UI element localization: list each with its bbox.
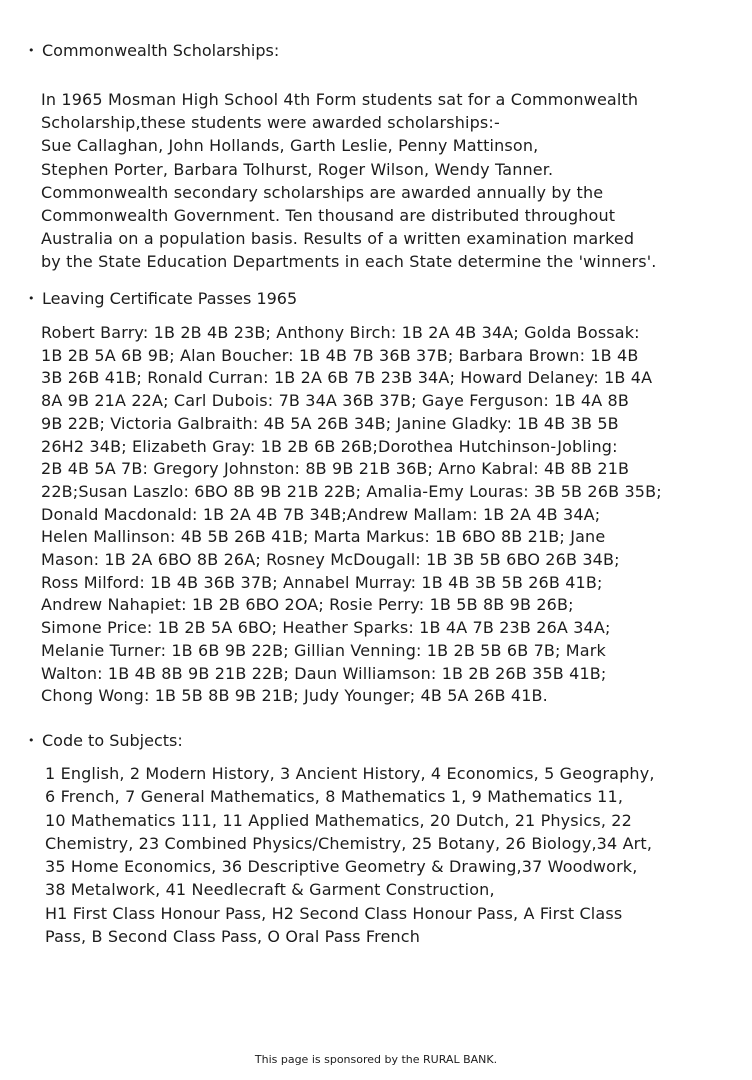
section-body (45, 762, 655, 948)
text-line: Sue Callaghan, John Hollands, Garth Leslie, Penny Mattinson, (41, 136, 539, 156)
text-line: Chong Wong: 1B 5B 8B 9B 21B; Judy Younger; 4B 5A 26B 41B. (41, 686, 548, 706)
sponsor-footer: This page is sponsored by the RURAL BANK. (254, 1053, 498, 1066)
text-line: by the State Education Departments in each State determine the 'winners'. (41, 252, 657, 272)
heading-text: Code to Subjects: (42, 731, 183, 750)
text-line: Helen Mallinson: 4B 5B 26B 41B; Marta Markus: 1B 6BO 8B 21B; Jane (41, 527, 606, 547)
text-line: Pass, B Second Class Pass, O Oral Pass French (45, 927, 420, 947)
text-line: 38 Metalwork, 41 Needlecraft & Garment Construction, (45, 880, 495, 900)
bullet-icon: • (28, 734, 35, 747)
text-line: 2B 4B 5A 7B: Gregory Johnston: 8B 9B 21B 36B; Arno Kabral: 4B 8B 21B (41, 459, 630, 479)
section-heading (28, 730, 183, 752)
text-line: 9B 22B; Victoria Galbraith: 4B 5A 26B 34B; Janine Gladky: 1B 4B 3B 5B (41, 413, 619, 433)
text-line: H1 First Class Honour Pass, H2 Second Class Honour Pass, A First Class (45, 903, 623, 923)
heading-text: Commonwealth Scholarships: (42, 41, 280, 60)
heading-text: Leaving Certificate Passes 1965 (42, 289, 298, 308)
text-line: Commonwealth Government. Ten thousand are distributed throughout (41, 206, 616, 226)
text-line: In 1965 Mosman High School 4th Form students sat for a Commonwealth (41, 90, 639, 109)
text-line: 1 English, 2 Modern History, 3 Ancient History, 4 Economics, 5 Geography, (45, 764, 655, 783)
text-line: Scholarship,these students were awarded scholarships:- (41, 113, 500, 133)
text-line: 26H2 34B; Elizabeth Gray: 1B 2B 6B 26B;Dorothea Hutchinson-Jobling: (41, 436, 618, 456)
text-line: 8A 9B 21A 22A; Carl Dubois: 7B 34A 36B 37B; Gaye Ferguson: 1B 4A 8B (41, 391, 630, 411)
bullet-icon: • (28, 292, 35, 305)
text-line: Simone Price: 1B 2B 5A 6BO; Heather Sparks: 1B 4A 7B 23B 26A 34A; (41, 618, 611, 638)
text-line: Melanie Turner: 1B 6B 9B 22B; Gillian Venning: 1B 2B 5B 6B 7B; Mark (41, 640, 606, 660)
text-line: 35 Home Economics, 36 Descriptive Geometry & Drawing,37 Woodwork, (45, 857, 638, 877)
text-line: 22B;Susan Laszlo: 6BO 8B 9B 21B 22B; Amalia-Emy Louras: 3B 5B 26B 35B; (41, 481, 662, 501)
text-line: Stephen Porter, Barbara Tolhurst, Roger Wilson, Wendy Tanner. (41, 159, 554, 179)
text-line: Walton: 1B 4B 8B 9B 21B 22B; Daun Williamson: 1B 2B 26B 35B 41B; (41, 663, 607, 683)
section-body (41, 322, 662, 708)
text-line: 3B 26B 41B; Ronald Curran: 1B 2A 6B 7B 23B 34A; Howard Delaney: 1B 4A (41, 368, 653, 388)
text-line: 1B 2B 5A 6B 9B; Alan Boucher: 1B 4B 7B 36B 37B; Barbara Brown: 1B 4B (41, 345, 639, 365)
section-heading (28, 288, 297, 310)
text-line: Donald Macdonald: 1B 2A 4B 7B 34B;Andrew Mallam: 1B 2A 4B 34A; (41, 504, 601, 524)
text-line: Australia on a population basis. Results of a written examination marked (41, 229, 635, 249)
text-line: Robert Barry: 1B 2B 4B 23B; Anthony Birch: 1B 2A 4B 34A; Golda Bossak: (41, 323, 640, 342)
text-line: Ross Milford: 1B 4B 36B 37B; Annabel Murray: 1B 4B 3B 5B 26B 41B; (41, 572, 603, 592)
text-line: 6 French, 7 General Mathematics, 8 Mathematics 1, 9 Mathematics 11, (45, 787, 624, 807)
section-heading (28, 40, 279, 62)
text-line: Chemistry, 23 Combined Physics/Chemistry, 25 Botany, 26 Biology,34 Art, (45, 833, 653, 853)
bullet-icon: • (28, 44, 35, 57)
text-line: Mason: 1B 2A 6BO 8B 26A; Rosney McDougall: 1B 3B 5B 6BO 26B 34B; (41, 550, 620, 570)
text-line: 10 Mathematics 111, 11 Applied Mathematics, 20 Dutch, 21 Physics, 22 (45, 810, 632, 830)
section-body (41, 88, 657, 274)
text-line: Andrew Nahapiet: 1B 2B 6BO 2OA; Rosie Perry: 1B 5B 8B 9B 26B; (41, 595, 574, 615)
text-line: Commonwealth secondary scholarships are awarded annually by the (41, 182, 604, 202)
